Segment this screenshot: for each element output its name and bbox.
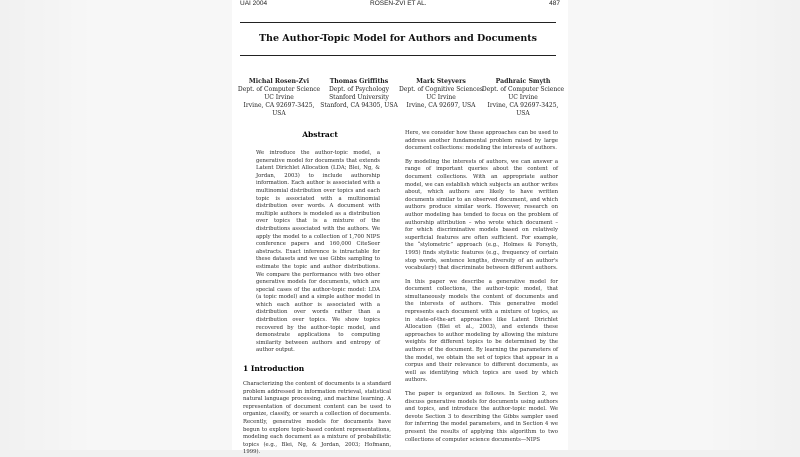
author-inst: Stanford University: [329, 94, 389, 101]
title-rule-top: [240, 22, 556, 23]
title-rule-bottom: [240, 55, 556, 56]
background-right-margin: [568, 0, 800, 450]
background-left-margin: [0, 0, 232, 450]
author-name: Thomas Griffiths: [329, 78, 389, 85]
paragraph: By modeling the interests of authors, we can answer a range of important queries about the content of document collections. With an appropriate author model, we can establish which subjects an author writes about, which authors are likely to have written documents similar to an observed document, and which authors produce similar work. However, research on author modeling has tended to focus on the problem of authorship attribution – who wrote which document – for which discriminative models based on relatively superficial features are often sufficient. For example, the “stylometric” approach (e.g., Holmes & Forsyth, 1995) finds stylistic features (e.g., frequency of certain stop words, sentence lengths, diversity of an author's vocabulary) that discriminate between different authors.: [405, 158, 558, 272]
section-heading-introduction: 1 Introduction: [243, 364, 305, 373]
paper-title: The Author-Topic Model for Authors and Documents: [258, 33, 538, 44]
abstract-body: We introduce the author-topic model, a generative model for documents that extends Latent Dirichlet Allocation (LDA; Blei, Ng, & Jordan, 2003) to include authorship information. Each author is associated with a multinomial distribution over topics and each topic is associated with a multinomial distribution over words. A document with multiple authors is modeled as a distribution over topics that is a mixture of the distributions associated with the authors. We apply the model to a collection of 1,700 NIPS conference papers and 160,000 CiteSeer abstracts. Exact inference is intractable for these datasets and we use Gibbs sampling to estimate the topic and author distributions. We compare the performance with two other generative models for documents, which are special cases of the author-topic model: LDA (a topic model) and a simple author model in which each author is associated with a distribution over words rather than a distribution over topics. We show topics recovered by the author-topic model, and demonstrate applications to computing similarity between authors and entropy of author output.: [256, 150, 380, 354]
author-dept: Dept. of Cognitive Sciences: [399, 86, 483, 93]
author-addr: Irvine, CA 92697, USA: [406, 102, 476, 109]
author-inst: UC Irvine: [508, 94, 538, 101]
right-column: [405, 130, 558, 450]
author-addr: Irvine, CA 92697-3425, USA: [487, 102, 559, 117]
abstract-heading: Abstract: [302, 130, 338, 139]
author-name: Padhraic Smyth: [495, 78, 551, 85]
author-1: [236, 78, 322, 118]
author-inst: UC Irvine: [264, 94, 294, 101]
running-head: [240, 0, 560, 10]
author-addr: Stanford, CA 94305, USA: [320, 102, 398, 109]
author-inst: UC Irvine: [426, 94, 456, 101]
running-head-authors: ROSEN-ZVI ET AL.: [370, 0, 427, 7]
author-dept: Dept. of Computer Science: [481, 86, 565, 93]
paragraph: Here, we consider how these approaches can be used to address another fundamental problem raised by large document collections: modeling the interests of authors.: [405, 130, 558, 152]
author-dept: Dept. of Psychology: [328, 86, 390, 93]
author-name: Mark Steyvers: [416, 78, 466, 85]
author-addr: Irvine, CA 92697-3425, USA: [243, 102, 315, 117]
introduction-body: Characterizing the content of documents is a standard problem addressed in information retrieval, statistical natural language processing, and machine learning. A representation of document content can be used to organize, classify, or search a collection of documents. Recently, generative models for documents have begun to explore topic-based content representations, modeling each document as a mixture of probabilistic topics (e.g., Blei, Ng, & Jordan, 2003; Hofmann, 1999).: [243, 381, 391, 456]
author-3: [398, 78, 484, 110]
author-dept: Dept. of Computer Science: [237, 86, 321, 93]
running-head-venue: UAI 2004: [240, 0, 268, 7]
paragraph: The paper is organized as follows. In Section 2, we discuss generative models for documents using authors and topics, and introduce the author-topic model. We devote Section 3 to describing the Gibbs sampler used for inferring the model parameters, and in Section 4 we present the results of applying this algorithm to two collections of computer science documents—NIPS: [405, 391, 558, 443]
author-2: [316, 78, 402, 110]
page-number: 487: [549, 0, 560, 7]
author-name: Michal Rosen-Zvi: [248, 78, 310, 85]
author-4: [480, 78, 566, 118]
paragraph: In this paper we describe a generative model for document collections, the author-topic model, that simultaneously models the content of documents and the interests of authors. This generative model represents each document with a mixture of topics, as in state-of-the-art approaches like Latent Dirichlet Allocation (Blei et al., 2003), and extends these approaches to author modeling by allowing the mixture weights for different topics to be determined by the authors of the document. By learning the parameters of the model, we obtain the set of topics that appear in a corpus and their relevance to different documents, as well as identifying which topics are used by which authors.: [405, 278, 558, 384]
